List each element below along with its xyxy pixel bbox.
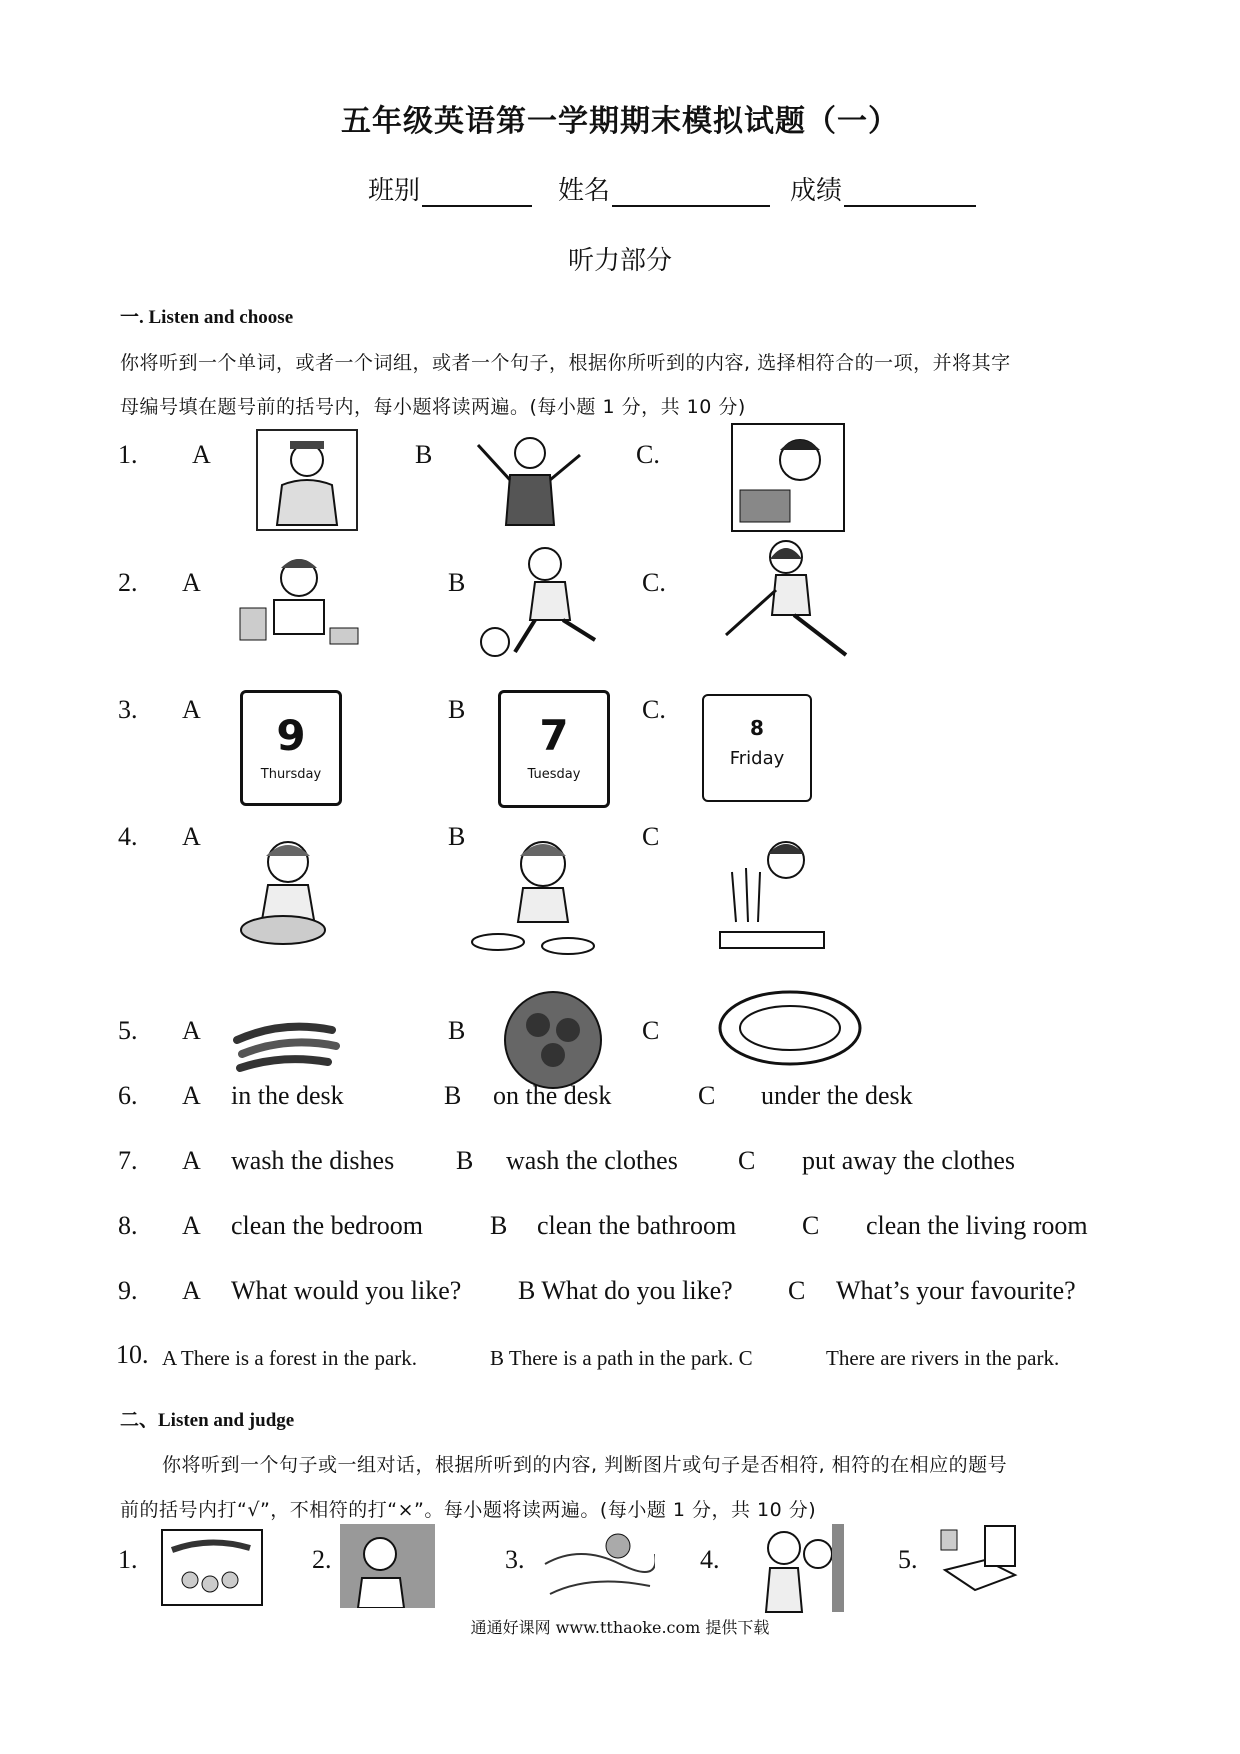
option-label: A — [182, 1146, 201, 1175]
option-text: under the desk — [761, 1081, 913, 1110]
option-text: put away the clothes — [802, 1146, 1015, 1175]
class-field — [368, 170, 532, 207]
option-label: A — [192, 440, 211, 469]
class-blank[interactable] — [422, 179, 532, 207]
score-field — [790, 170, 976, 207]
question-number: 10. — [116, 1340, 149, 1369]
fish-on-plate-icon — [715, 988, 865, 1068]
part2-instruction-1: 你将听到一个句子或一组对话，根据所听到的内容, 判断图片或句子是否相符, 相符的在相应的题号 — [162, 1454, 1008, 1476]
option-label: B — [456, 1146, 474, 1175]
option-label: C — [642, 1016, 660, 1045]
class-label: 班别 — [368, 176, 421, 206]
option-text: A There is a forest in the park. — [162, 1346, 418, 1370]
calendar-day: 9 — [276, 711, 306, 760]
option-label: C — [642, 822, 660, 851]
option-text: wash the dishes — [231, 1146, 395, 1175]
option-label: B — [448, 695, 466, 724]
option-text: wash the clothes — [506, 1146, 678, 1175]
question-number: 9. — [118, 1276, 138, 1305]
part2-instruction-2: 前的括号内打“√”，不相符的打“×”。每小题将读两遍。(每小题 1 分，共 10 分) — [120, 1499, 817, 1521]
question-number: 8. — [118, 1211, 138, 1240]
part1-instruction-2: 母编号填在题号前的括号内，每小题将读两遍。(每小题 1 分，共 10 分) — [120, 396, 746, 418]
name-label: 姓名 — [558, 176, 611, 206]
calendar-weekday: Tuesday — [527, 767, 581, 782]
judge-number: 1. — [118, 1545, 138, 1574]
option-label: A — [182, 568, 201, 597]
girl-eating-icon — [468, 830, 618, 960]
footer-credit: 通通好课网 www.tthaoke.com 提供下载 — [470, 1618, 770, 1637]
judge-number: 3. — [505, 1545, 525, 1574]
option-text: There are rivers in the park. — [826, 1346, 1060, 1370]
boy-playing-football-icon — [475, 540, 615, 665]
option-label: C — [802, 1211, 820, 1240]
girl-cooking-icon — [712, 832, 832, 957]
question-number: 4. — [118, 822, 138, 851]
option-label: A — [182, 1016, 201, 1045]
question-number: 3. — [118, 695, 138, 724]
score-label: 成绩 — [790, 176, 843, 206]
part2-heading: 二、Listen and judge — [120, 1410, 295, 1431]
option-label: C. — [636, 440, 660, 469]
option-label: C. — [642, 568, 666, 597]
option-label: A — [182, 822, 201, 851]
conductor-man-icon — [470, 425, 590, 535]
section-subtitle: 听力部分 — [567, 246, 672, 276]
part1-instruction-1: 你将听到一个单词，或者一个词组，或者一个句子，根据你所听到的内容, 选择相符合的一项，并将其字 — [120, 352, 1011, 374]
option-label: B — [490, 1211, 508, 1240]
option-text: on the desk — [493, 1081, 612, 1110]
option-label: C — [738, 1146, 756, 1175]
boy-sweeping-icon — [706, 535, 866, 665]
name-blank[interactable] — [612, 179, 770, 207]
option-text: B What do you like? — [518, 1276, 733, 1305]
option-label: B — [448, 1016, 466, 1045]
girls-icon — [752, 1520, 847, 1615]
question-number: 5. — [118, 1016, 138, 1045]
question-number: 7. — [118, 1146, 138, 1175]
option-text: clean the bedroom — [231, 1211, 424, 1240]
calendar-friday-icon — [702, 694, 812, 802]
option-label: B — [415, 440, 433, 469]
option-label: C. — [642, 695, 666, 724]
girl-washing-icon — [228, 830, 348, 950]
bedroom-icon — [935, 1520, 1025, 1605]
option-label: B — [448, 822, 466, 851]
option-label: A — [182, 695, 201, 724]
page-title: 五年级英语第一学期期末模拟试题（一） — [341, 104, 899, 139]
option-text: B There is a path in the park. C — [490, 1346, 753, 1370]
option-label: C — [788, 1276, 806, 1305]
calendar-weekday: Thursday — [260, 767, 322, 782]
calendar-tuesday-icon — [498, 690, 610, 808]
option-text: What would you like? — [231, 1276, 462, 1305]
part1-heading: 一. Listen and choose — [120, 307, 294, 328]
option-text: What’s your favourite? — [836, 1276, 1076, 1305]
option-label: B — [448, 568, 466, 597]
judge-number: 4. — [700, 1545, 720, 1574]
park-path-icon — [540, 1524, 655, 1599]
green-beans-icon — [232, 1010, 342, 1080]
question-number: 1. — [118, 440, 138, 469]
judge-number: 5. — [898, 1545, 918, 1574]
peas-icon — [160, 1528, 265, 1608]
option-label: A — [182, 1081, 201, 1110]
calendar-day: 7 — [539, 711, 569, 760]
option-label: A — [182, 1211, 201, 1240]
calendar-day: 8 — [750, 716, 764, 740]
option-label: C — [698, 1081, 716, 1110]
question-number: 6. — [118, 1081, 138, 1110]
woman-waving-icon — [340, 1524, 435, 1608]
option-text: clean the bathroom — [537, 1211, 737, 1240]
name-field — [558, 170, 770, 207]
calendar-thursday-icon — [240, 690, 342, 806]
man-with-hat-icon — [252, 425, 362, 535]
boy-reading-icon — [234, 548, 364, 653]
question-number: 2. — [118, 568, 138, 597]
boy-at-computer-icon — [728, 420, 848, 535]
score-blank[interactable] — [844, 179, 976, 207]
option-label: A — [182, 1276, 201, 1305]
judge-number: 2. — [312, 1545, 332, 1574]
option-text: clean the living room — [866, 1211, 1088, 1240]
broccoli-icon — [498, 985, 608, 1095]
calendar-weekday: Friday — [729, 748, 785, 769]
option-label: B — [444, 1081, 462, 1110]
option-text: in the desk — [231, 1081, 344, 1110]
